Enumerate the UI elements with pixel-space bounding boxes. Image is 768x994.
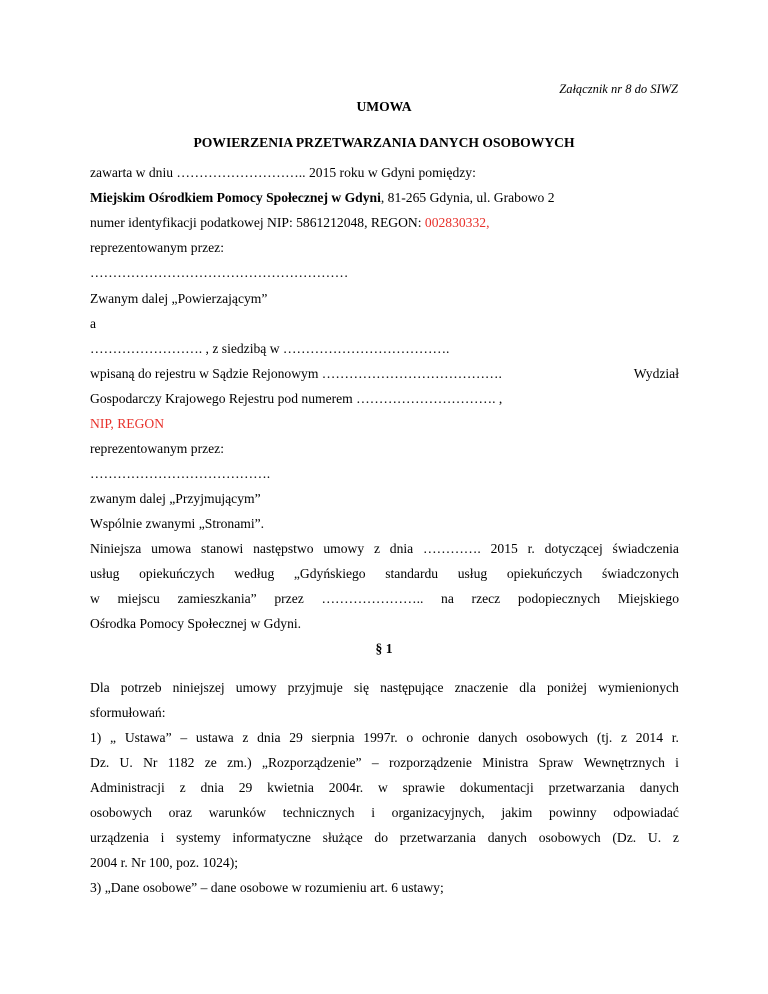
word: usług (457, 566, 488, 581)
section-line-1 (90, 679, 679, 697)
word: umowy (323, 541, 365, 556)
word: opiekuńczych (506, 566, 583, 581)
word: 29 (289, 730, 303, 745)
word: Ministra (482, 755, 529, 770)
party1-nip: numer identyfikacji podatkowej NIP: 5861212048, REGON: (90, 215, 425, 230)
word: Niniejsza (90, 541, 142, 556)
word: r. (527, 541, 535, 556)
word: następujące (380, 680, 444, 695)
word: warunków (208, 805, 267, 820)
word: – (371, 755, 379, 770)
word: osobowych (538, 830, 601, 845)
word: Nr (143, 755, 158, 770)
word: przetwarzania (399, 830, 476, 845)
word: 1182 (167, 755, 195, 770)
word: niniejszej (172, 680, 225, 695)
word: potrzeb (120, 680, 162, 695)
word: znaczenie (454, 680, 509, 695)
word: sprawie (402, 780, 445, 795)
word: r. (671, 730, 679, 745)
party2-line: ……………………. , z siedzibą w ………………………………. (90, 341, 450, 356)
section-line-3 (90, 729, 679, 747)
word: danych (478, 730, 518, 745)
word: dnia (257, 730, 281, 745)
party1-address: , 81-265 Gdynia, ul. Grabowo 2 (380, 190, 555, 205)
word: służące (322, 830, 363, 845)
section-line-2: sformułowań: (90, 705, 166, 720)
doc-subtitle: POWIERZENIA PRZETWARZANIA DANYCH OSOBOWYCH (193, 135, 575, 150)
word: opiekuńczych (139, 566, 215, 581)
party1-name: Miejskim Ośrodkiem Pomocy Społecznej w Gdyni (90, 190, 381, 205)
word: Wewnętrznych (583, 755, 665, 770)
word: U. (119, 755, 133, 770)
registry-division: Wydział (633, 366, 679, 381)
word: i (675, 755, 679, 770)
rep1-placeholder: ………………………………………………… (90, 265, 349, 280)
word: dokumentacji (459, 780, 534, 795)
word: osobowych (90, 805, 152, 820)
word: się (353, 680, 369, 695)
word: …………. (423, 541, 481, 556)
word: „ (110, 730, 117, 745)
word: i (160, 830, 165, 845)
party1-ids (90, 214, 489, 232)
word: rzecz (471, 591, 501, 606)
word: „Gdyńskiego (293, 566, 366, 581)
attachment-label: Załącznik nr 8 do SIWZ (559, 82, 678, 96)
word: Spraw (538, 755, 574, 770)
word: U. (647, 830, 662, 845)
word: (Dz. (612, 830, 637, 845)
word: dla (519, 680, 536, 695)
section-line-8: 2004 r. Nr 100, poz. 1024); (90, 855, 239, 870)
word: przetwarzania (548, 780, 625, 795)
section-heading: § 1 (375, 641, 393, 656)
word: kwietnia (267, 780, 314, 795)
word: usług (90, 566, 120, 581)
word: technicznych (282, 805, 355, 820)
word: (tj. (596, 730, 613, 745)
rep2-placeholder: …………………………………. (90, 466, 271, 481)
word: do (374, 830, 388, 845)
word: dnia (389, 541, 414, 556)
party2-alias: zwanym dalej „Przyjmującym” (90, 491, 261, 506)
section-line-4 (90, 754, 679, 772)
word: dnia (200, 780, 224, 795)
parties-alias: Wspólnie zwanymi „Stronami”. (90, 516, 265, 531)
doc-title: UMOWA (356, 99, 412, 114)
word: zm.) (227, 755, 252, 770)
intro-line-1 (90, 540, 679, 558)
represented-by-1: reprezentowanym przez: (90, 240, 224, 255)
word: powinny (549, 805, 597, 820)
word: systemy (176, 830, 221, 845)
word: Dla (90, 680, 110, 695)
word: informatyczne (232, 830, 311, 845)
word: zamieszkania” (177, 591, 257, 606)
registry-number: Gospodarczy Krajowego Rejestru pod numerem …………………………. , (90, 391, 503, 406)
word: na (441, 591, 454, 606)
word: świadczonych (601, 566, 679, 581)
word: przez (274, 591, 304, 606)
word: umowy (235, 680, 277, 695)
word: z (373, 541, 380, 556)
conjunction: a (90, 316, 97, 331)
word: 1) (90, 730, 102, 745)
word: z (621, 730, 628, 745)
party1-line (90, 189, 555, 207)
word: odpowiadać (613, 805, 679, 820)
word: osobowych (526, 730, 589, 745)
intro-line-2 (90, 565, 679, 583)
word: 2015 (490, 541, 518, 556)
word: dotyczącej (544, 541, 603, 556)
party1-alias: Zwanym dalej „Powierzającym” (90, 291, 268, 306)
word: ………………….. (321, 591, 424, 606)
word: urządzenia (90, 830, 149, 845)
word: organizacyjnych, (391, 805, 485, 820)
word: ochronie (421, 730, 470, 745)
word: w (377, 780, 388, 795)
word: z (179, 780, 186, 795)
word: podopiecznych (517, 591, 601, 606)
word: i (371, 805, 375, 820)
contract-date-line: zawarta w dniu ……………………….. 2015 roku w Gdyni pomiędzy: (90, 165, 476, 180)
party1-regon: 002830332, (424, 215, 490, 230)
word: z (242, 730, 249, 745)
registry-line (90, 365, 679, 383)
word: rozporządzenie (388, 755, 472, 770)
word: wymienionych (598, 680, 679, 695)
word: Miejskiego (617, 591, 679, 606)
represented-by-2: reprezentowanym przez: (90, 441, 224, 456)
word: oraz (168, 805, 193, 820)
registry-court: wpisaną do rejestru w Sądzie Rejonowym …………………………………. (90, 366, 502, 381)
word: 29 (238, 780, 253, 795)
word: 2014 (635, 730, 663, 745)
word: w (90, 591, 100, 606)
word: świadczenia (612, 541, 679, 556)
word: umowa (151, 541, 192, 556)
word: z (672, 830, 679, 845)
word: przyjmuje (287, 680, 343, 695)
word: ustawa (195, 730, 234, 745)
word: 1997r. (363, 730, 398, 745)
word: – (180, 730, 188, 745)
word: o (406, 730, 414, 745)
word: Ustawa” (124, 730, 172, 745)
word: Administracji (90, 780, 165, 795)
section-line-9: 3) „Dane osobowe” – dane osobowe w rozumieniu art. 6 ustawy; (90, 880, 444, 895)
word: danych (639, 780, 679, 795)
word: sierpnia (311, 730, 355, 745)
word: jakim (501, 805, 533, 820)
word: 2004r. (328, 780, 364, 795)
section-line-5 (90, 779, 679, 797)
word: „Rozporządzenie” (261, 755, 362, 770)
word: stanowi (201, 541, 244, 556)
word: standardu (385, 566, 439, 581)
section-line-6 (90, 804, 679, 822)
word: miejscu (117, 591, 160, 606)
word: poniżej (546, 680, 587, 695)
word: według (234, 566, 275, 581)
intro-line-3 (90, 590, 679, 608)
intro-line-4: Ośrodka Pomocy Społecznej w Gdyni. (90, 616, 302, 631)
word: ze (204, 755, 217, 770)
party2-ids: NIP, REGON (90, 416, 165, 431)
word: danych (487, 830, 527, 845)
word: Dz. (90, 755, 110, 770)
section-line-7 (90, 829, 679, 847)
word: następstwo (253, 541, 314, 556)
